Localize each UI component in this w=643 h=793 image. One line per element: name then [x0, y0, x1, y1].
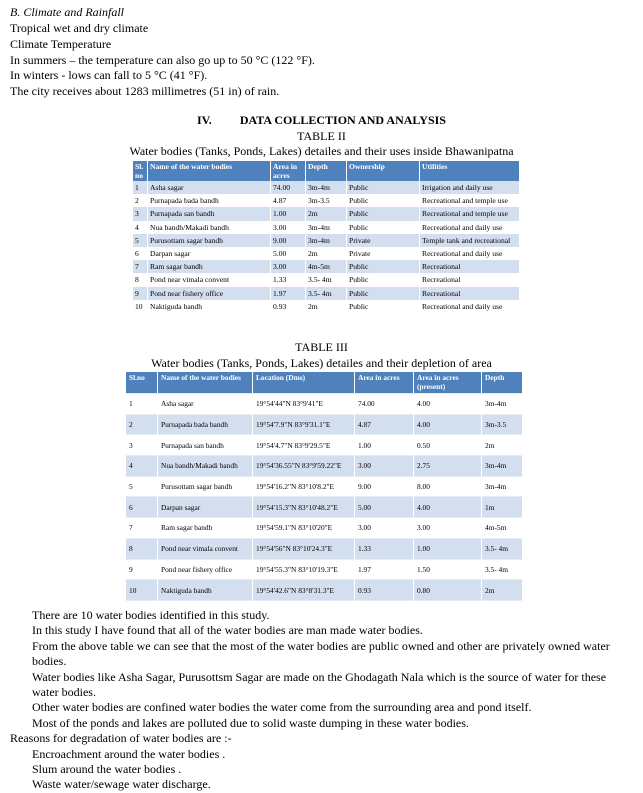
table3-cell: 4: [126, 456, 158, 477]
list-item: [10, 608, 635, 623]
table3-cell: Asha sagar: [158, 394, 253, 415]
table2-cell: 3m-3.5: [306, 194, 347, 207]
table2-cell: 1.97: [271, 287, 306, 300]
table3-header-row: [126, 372, 523, 394]
table2-cell: Nua bandh/Makadi bandh: [148, 221, 271, 234]
table3-row: [126, 394, 523, 415]
table2-cell: 9.00: [271, 234, 306, 247]
list-text: Slum around the water bodies .: [32, 762, 182, 777]
table2-cell: Public: [347, 181, 420, 194]
table3-cell: 3.00: [414, 518, 482, 539]
table3-cell: 19°54'44"N 83°9'41"E: [253, 394, 355, 415]
table2-cell: Recreational and daily use: [420, 247, 520, 260]
table2-header-cell: Area in acres: [271, 161, 306, 181]
table2-header-cell: Depth: [306, 161, 347, 181]
table3-row: [126, 435, 523, 456]
table2-cell: Temple tank and recreational: [420, 234, 520, 247]
list-item: [10, 623, 635, 638]
table2-caption: Water bodies (Tanks, Ponds, Lakes) detailes and their uses inside Bhawanipatna: [129, 144, 514, 158]
table3-cell: 19°54'42.6"N 83°8'31.3"E: [253, 580, 355, 601]
table2-cell: Private: [347, 234, 420, 247]
table3: [126, 372, 523, 601]
table2-cell: Pond near vimala convent: [148, 273, 271, 286]
table3-cell: 3.5- 4m: [482, 538, 523, 559]
list-number: [10, 700, 32, 715]
table3-cell: 0.80: [414, 580, 482, 601]
table2-cell: 3.00: [271, 260, 306, 273]
table3-row: [126, 518, 523, 539]
table2-cell: Recreational and temple use: [420, 194, 520, 207]
table2-cell: 5: [133, 234, 148, 247]
list-number: [10, 670, 32, 685]
table2-header-row: [133, 161, 520, 181]
findings-list: [10, 608, 635, 793]
table3-cell: Ram sagar bandh: [158, 518, 253, 539]
list-number: [10, 623, 32, 638]
table2-cell: Recreational: [420, 260, 520, 273]
table3-row: [126, 580, 523, 601]
table3-cell: 5.00: [355, 497, 414, 518]
table3-cell: 6: [126, 497, 158, 518]
table3-row: [126, 538, 523, 559]
table2-cell: 4m-5m: [306, 260, 347, 273]
list-text: From the above table we can see that the most of the water bodies are public owned and other are privately owned water bodies.: [32, 638, 610, 669]
reasons-heading: Reasons for degradation of water bodies are :-: [10, 731, 232, 746]
table3-cell: 3: [126, 435, 158, 456]
intro-line: In winters - lows can fall to 5 °C (41 °F).: [10, 68, 208, 82]
table2-cell: 9: [133, 287, 148, 300]
table2-cell: Public: [347, 260, 420, 273]
list-item: [10, 700, 635, 715]
table2-cell: 4.87: [271, 194, 306, 207]
table2-cell: Public: [347, 221, 420, 234]
table2-cell: Public: [347, 194, 420, 207]
table2-cell: 10: [133, 300, 148, 313]
table2-row: [133, 207, 520, 220]
table2-label: TABLE II: [297, 129, 346, 143]
table2-row: [133, 287, 520, 300]
table3-cell: 19°54'59.1"N 83°10'20"E: [253, 518, 355, 539]
table2-cell: 3.5- 4m: [306, 273, 347, 286]
table2: [133, 161, 520, 313]
table3-cell: 3.00: [355, 456, 414, 477]
table2-cell: 2m: [306, 207, 347, 220]
table2-row: [133, 260, 520, 273]
table2-cell: Darpan sagar: [148, 247, 271, 260]
intro-line: In summers – the temperature can also go up to 50 °C (122 °F).: [10, 53, 315, 67]
table3-cell: 74.00: [355, 394, 414, 415]
table3-cell: Pond near fishery office: [158, 559, 253, 580]
table2-row: [133, 234, 520, 247]
table2-cell: Naktiguda bandh: [148, 300, 271, 313]
table3-cell: Darpan sagar: [158, 497, 253, 518]
list-letter: [10, 747, 32, 762]
intro-line: Climate Temperature: [10, 37, 112, 51]
table3-cell: 8.00: [414, 476, 482, 497]
table3-cell: 0.93: [355, 580, 414, 601]
list-text: Waste water/sewage water discharge.: [32, 777, 211, 792]
list-item: [10, 716, 635, 731]
table3-cell: 19°54'36.55"N 83°9'59.22"E: [253, 456, 355, 477]
list-number: [10, 639, 32, 654]
table3-header-cell: Depth: [482, 372, 523, 394]
table2-cell: Pond near fishery office: [148, 287, 271, 300]
table3-cell: 2m: [482, 580, 523, 601]
list-number: [10, 608, 32, 623]
list-text: Water bodies like Asha Sagar, Purusottsm Sagar are made on the Ghodagath Nala which is the source of water for these water bodies.: [32, 669, 607, 700]
table3-cell: 1.00: [414, 538, 482, 559]
table3-cell: 1.33: [355, 538, 414, 559]
table3-cell: 1.50: [414, 559, 482, 580]
table3-cell: Purnapada bada bandh: [158, 414, 253, 435]
table3-cell: 1.97: [355, 559, 414, 580]
list-item: [10, 670, 635, 701]
list-text: In this study I have found that all of the water bodies are man made water bodies.: [32, 623, 423, 638]
table2-cell: Irrigation and daily use: [420, 181, 520, 194]
list-letter: [10, 762, 32, 777]
table2-cell: Public: [347, 207, 420, 220]
intro-line: Tropical wet and dry climate: [10, 21, 149, 35]
table2-row: [133, 221, 520, 234]
table2-cell: 3m-4m: [306, 181, 347, 194]
table3-cell: 10: [126, 580, 158, 601]
list-item: [10, 747, 635, 762]
table2-cell: 2: [133, 194, 148, 207]
table3-cell: 19°54'4.7"N 83°9'29.5"E: [253, 435, 355, 456]
table3-cell: 19°54'16.2"N 83°10'8.2"E: [253, 476, 355, 497]
table3-cell: 4.87: [355, 414, 414, 435]
subsection-heading: B. Climate and Rainfall: [10, 5, 124, 19]
table2-cell: Asha sagar: [148, 181, 271, 194]
table2-cell: 3m-4m: [306, 221, 347, 234]
table3-row: [126, 476, 523, 497]
table2-cell: Ram sagar bandh: [148, 260, 271, 273]
table2-cell: 74.00: [271, 181, 306, 194]
table3-cell: 3.00: [355, 518, 414, 539]
table3-row: [126, 497, 523, 518]
list-item: [10, 762, 635, 777]
table3-cell: 3m-4m: [482, 394, 523, 415]
list-number: [10, 716, 32, 731]
table3-cell: 8: [126, 538, 158, 559]
table2-row: [133, 181, 520, 194]
table2-cell: 1.00: [271, 207, 306, 220]
table3-cell: 1: [126, 394, 158, 415]
table2-header-cell: Sl. no: [133, 161, 148, 181]
table2-header-cell: Utilities: [420, 161, 520, 181]
table2-cell: 6: [133, 247, 148, 260]
table3-cell: 19°54'56"N 83°10'24.3"E: [253, 538, 355, 559]
table3-row: [126, 414, 523, 435]
table3-cell: Purusottam sagar bandh: [158, 476, 253, 497]
table3-cell: Purnapada san bandh: [158, 435, 253, 456]
list-text: There are 10 water bodies identified in this study.: [32, 608, 270, 622]
table2-cell: Public: [347, 273, 420, 286]
table2-cell: Recreational: [420, 287, 520, 300]
table3-header-cell: Area in acres: [355, 372, 414, 394]
table3-cell: 3m-4m: [482, 456, 523, 477]
table2-cell: 1: [133, 181, 148, 194]
table3-cell: 3m-3.5: [482, 414, 523, 435]
list-text: Other water bodies are confined water bodies the water come from the surrounding area and pond itself.: [32, 700, 532, 715]
table2-cell: Public: [347, 287, 420, 300]
table3-row: [126, 456, 523, 477]
list-item: [10, 639, 635, 670]
table2-cell: Purnapada san bandh: [148, 207, 271, 220]
table3-cell: 9.00: [355, 476, 414, 497]
table3-cell: 5: [126, 476, 158, 497]
table2-row: [133, 194, 520, 207]
table3-cell: 4.00: [414, 497, 482, 518]
table3-header-cell: Sl.no: [126, 372, 158, 394]
table3-caption: Water bodies (Tanks, Ponds, Lakes) detailes and their depletion of area: [151, 356, 492, 370]
table2-cell: 1.33: [271, 273, 306, 286]
table2-cell: 8: [133, 273, 148, 286]
table3-header-cell: Name of the water bodies: [158, 372, 253, 394]
table2-cell: 2m: [306, 247, 347, 260]
table3-cell: 2: [126, 414, 158, 435]
section-title: DATA COLLECTION AND ANALYSIS: [239, 113, 446, 127]
table2-cell: Recreational and temple use: [420, 207, 520, 220]
list-text: Encroachment around the water bodies .: [32, 746, 226, 761]
table2-header-cell: Name of the water bodies: [148, 161, 271, 181]
list-text: Most of the ponds and lakes are polluted due to solid waste dumping in these water bodies.: [32, 715, 469, 730]
table3-cell: 9: [126, 559, 158, 580]
table3-cell: Pond near vimala convent: [158, 538, 253, 559]
table3-cell: 0.50: [414, 435, 482, 456]
table2-cell: 5.00: [271, 247, 306, 260]
table2-cell: Purusottam sagar bandh: [148, 234, 271, 247]
table2-cell: 3.00: [271, 221, 306, 234]
table2-cell: Public: [347, 300, 420, 313]
table2-cell: Private: [347, 247, 420, 260]
table2-cell: 0.93: [271, 300, 306, 313]
table2-cell: Recreational: [420, 273, 520, 286]
table2-cell: 7: [133, 260, 148, 273]
table2-cell: 4: [133, 221, 148, 234]
section-number: IV.: [197, 113, 212, 127]
table2-cell: 3: [133, 207, 148, 220]
table2-cell: Purnapada bada bandh: [148, 194, 271, 207]
table3-cell: 3.5- 4m: [482, 559, 523, 580]
table3-cell: Nua bandh/Makadi bandh: [158, 456, 253, 477]
table2-row: [133, 300, 520, 313]
table2-cell: 2m: [306, 300, 347, 313]
table3-cell: 1.00: [355, 435, 414, 456]
table2-cell: 3m-4m: [306, 234, 347, 247]
table2-cell: Recreational and daily use: [420, 221, 520, 234]
table2-row: [133, 247, 520, 260]
table3-cell: 19°54'55.3"N 83°10'19.3"E: [253, 559, 355, 580]
table3-cell: 2m: [482, 435, 523, 456]
table2-cell: Recreational and daily use: [420, 300, 520, 313]
table2-header-cell: Ownership: [347, 161, 420, 181]
table3-cell: 3m-4m: [482, 476, 523, 497]
table3-cell: Naktiguda bandh: [158, 580, 253, 601]
table3-cell: 4m-5m: [482, 518, 523, 539]
table3-row: [126, 559, 523, 580]
table2-row: [133, 273, 520, 286]
table3-header-cell: Location (Dms): [253, 372, 355, 394]
table3-cell: 4.00: [414, 394, 482, 415]
table3-cell: 19°54'7.9"N 83°9'31.1"E: [253, 414, 355, 435]
table3-cell: 7: [126, 518, 158, 539]
table3-cell: 2.75: [414, 456, 482, 477]
section-heading: [0, 113, 643, 128]
intro-line: The city receives about 1283 millimetres (51 in) of rain.: [10, 84, 280, 98]
table3-cell: 1m: [482, 497, 523, 518]
table2-cell: 3.5- 4m: [306, 287, 347, 300]
table3-header-cell: Area in acres (present): [414, 372, 482, 394]
table3-label: TABLE III: [295, 340, 348, 354]
table3-cell: 4.00: [414, 414, 482, 435]
table3-cell: 19°54'15.3"N 83°10'48.2"E: [253, 497, 355, 518]
